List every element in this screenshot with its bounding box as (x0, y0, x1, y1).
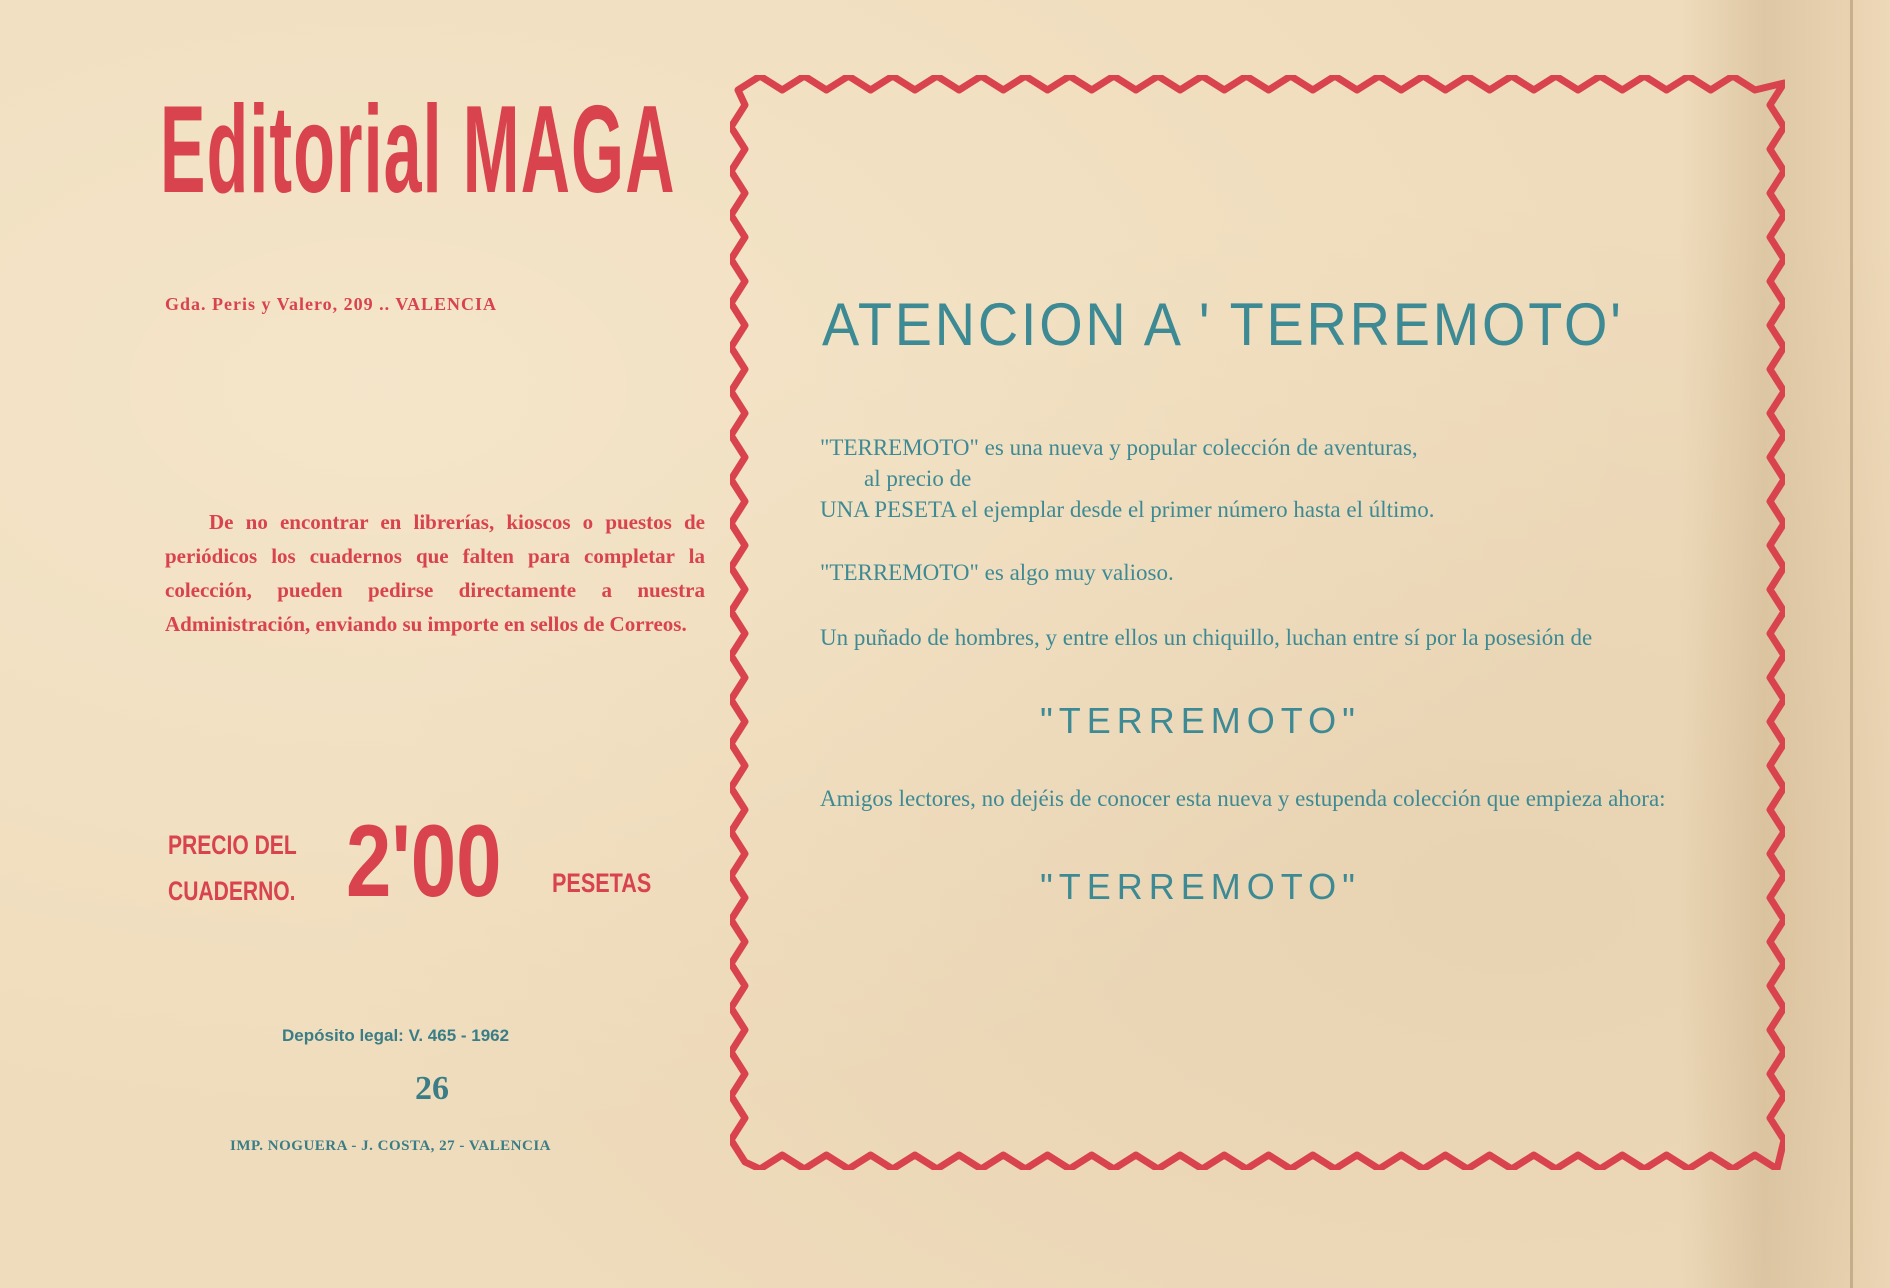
order-notice: De no encontrar en librerías, kioscos o puestos de periódicos los cuadernos que falten para completar la colección, pueden pedirse directamente a nuestra Administración, enviando su importe en sellos de Correos. (165, 510, 705, 636)
ad-paragraph-3: Un puñado de hombres, y entre ellos un chiquillo, luchan entre sí por la posesión de (820, 625, 1593, 650)
paper-crease (1850, 0, 1853, 1288)
price-label-line2: CUADERNO. (168, 876, 296, 906)
ad-paragraph-2: "TERREMOTO" es algo muy valioso. (820, 560, 1174, 585)
publisher-logo-title: Editorial MAGA (160, 81, 676, 219)
page-number: 26 (415, 1070, 449, 1107)
price-block (168, 804, 708, 920)
legal-deposit: Depósito legal: V. 465 - 1962 (282, 1026, 510, 1045)
price-unit: PESETAS (552, 868, 652, 898)
printer-imprint: IMP. NOGUERA - J. COSTA, 27 - VALENCIA (230, 1138, 551, 1154)
price-amount: 2'00 (346, 804, 502, 918)
ad-paragraph-4: Amigos lectores, no dejéis de conocer esta nueva y estupenda colección que empieza ahora: (820, 786, 1666, 811)
ad-paragraph-1 (820, 432, 1682, 525)
ad-collection-name-1: "TERREMOTO" (1040, 700, 1361, 741)
ad-paragraph-1-line2: al precio de (864, 466, 972, 491)
price-label-line1: PRECIO DEL (168, 830, 297, 860)
ad-title: ATENCION A ' TERREMOTO' (822, 291, 1624, 358)
ad-paragraph-1-line3: UNA PESETA el ejemplar desde el primer número hasta el último. (820, 497, 1435, 522)
ad-paragraph-1-line1: "TERREMOTO" es una nueva y popular colección de aventuras, (820, 435, 1418, 460)
price-label (168, 822, 297, 914)
publisher-address: Gda. Peris y Valero, 209 .. VALENCIA (165, 294, 498, 314)
ad-collection-name-2: "TERREMOTO" (1040, 866, 1361, 907)
